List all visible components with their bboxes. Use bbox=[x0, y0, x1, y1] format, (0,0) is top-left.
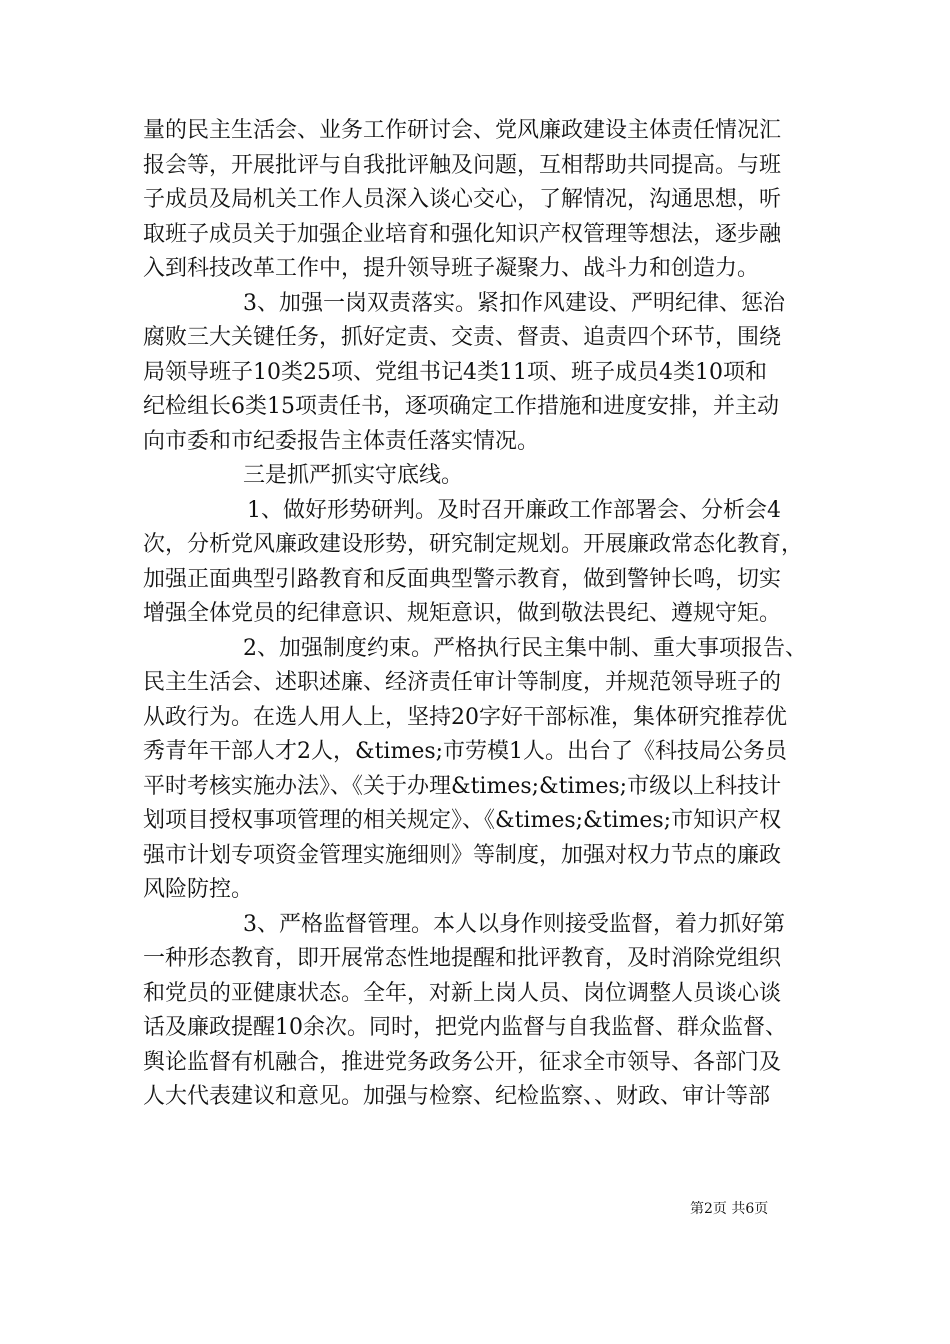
text-line: 话及廉政提醒10余次。同时，把党内监督与自我监督、群众监督、 bbox=[143, 1015, 787, 1040]
paragraph-start: 3、严格监督管理。本人以身作则接受监督，着力抓好第 bbox=[243, 911, 785, 937]
text-line: 入到科技改革工作中，提升领导班子凝聚力、战斗力和创造力。 bbox=[143, 256, 760, 281]
text-line: 从政行为。在选人用人上，坚持20字好干部标准，集体研究推荐优 bbox=[143, 704, 787, 730]
paragraph-start: 1、做好形势研判。及时召开廉政工作部署会、分析会4 bbox=[247, 497, 781, 523]
text-line: 子成员及局机关工作人员深入谈心交心，了解情况，沟通思想，听 bbox=[143, 187, 782, 212]
text-line: 平时考核实施办法》、《关于办理&times;&times;市级以上科技计 bbox=[143, 773, 782, 799]
text-line: 加强正面典型引路教育和反面典型警示教育，做到警钟长鸣，切实 bbox=[143, 566, 782, 592]
paragraph-start: 3、加强一岗双责落实。紧扣作风建设、严明纪律、惩治 bbox=[243, 290, 785, 316]
text-line: 人大代表建议和意见。加强与检察、纪检监察、、财政、审计等部 bbox=[143, 1084, 771, 1109]
text-line: 报会等，开展批评与自我批评触及问题，互相帮助共同提高。与班 bbox=[143, 152, 782, 178]
section-heading: 三是抓严抓实守底线。 bbox=[243, 463, 464, 488]
paragraph-start: 2、加强制度约束。严格执行民主集中制、重大事项报告、 bbox=[243, 635, 807, 661]
body-text bbox=[143, 114, 813, 1115]
text-line: 强市计划专项资金管理实施细则》等制度，加强对权力节点的廉政 bbox=[143, 842, 782, 868]
text-line: 增强全体党员的纪律意识、规矩意识，做到敬法畏纪、遵规守矩。 bbox=[143, 601, 782, 626]
text-line: 秀青年干部人才2人，&times;市劳模1人。出台了《科技局公务员 bbox=[143, 739, 788, 764]
text-line: 局领导班子10类25项、党组书记4类11项、班子成员4类10项和 bbox=[143, 359, 767, 385]
text-line: 和党员的亚健康状态。全年，对新上岗人员、岗位调整人员谈心谈 bbox=[143, 980, 782, 1006]
text-line: 划项目授权事项管理的相关规定》、《&times;&times;市知识产权 bbox=[143, 808, 782, 833]
text-line: 民主生活会、述职述廉、经济责任审计等制度，并规范领导班子的 bbox=[143, 670, 782, 695]
text-line: 风险防控。 bbox=[143, 877, 254, 902]
page-number-footer: 第2页 共6页 bbox=[690, 1201, 769, 1217]
text-line: 腐败三大关键任务，抓好定责、交责、督责、追责四个环节，围绕 bbox=[143, 325, 782, 350]
text-line: 纪检组长6类15项责任书，逐项确定工作措施和进度安排，并主动 bbox=[143, 394, 779, 419]
text-line: 取班子成员关于加强企业培育和强化知识产权管理等想法，逐步融 bbox=[143, 221, 782, 247]
text-line: 一种形态教育，即开展常态性地提醒和批评教育，及时消除党组织 bbox=[143, 946, 782, 971]
text-line: 次，分析党风廉政建设形势，研究制定规划。开展廉政常态化教育， bbox=[143, 532, 804, 557]
text-line: 舆论监督有机融合，推进党务政务公开，征求全市领导、各部门及 bbox=[143, 1049, 782, 1075]
text-line: 量的民主生活会、业务工作研讨会、党风廉政建设主体责任情况汇 bbox=[143, 118, 782, 143]
text-line: 向市委和市纪委报告主体责任落实情况。 bbox=[143, 428, 540, 454]
